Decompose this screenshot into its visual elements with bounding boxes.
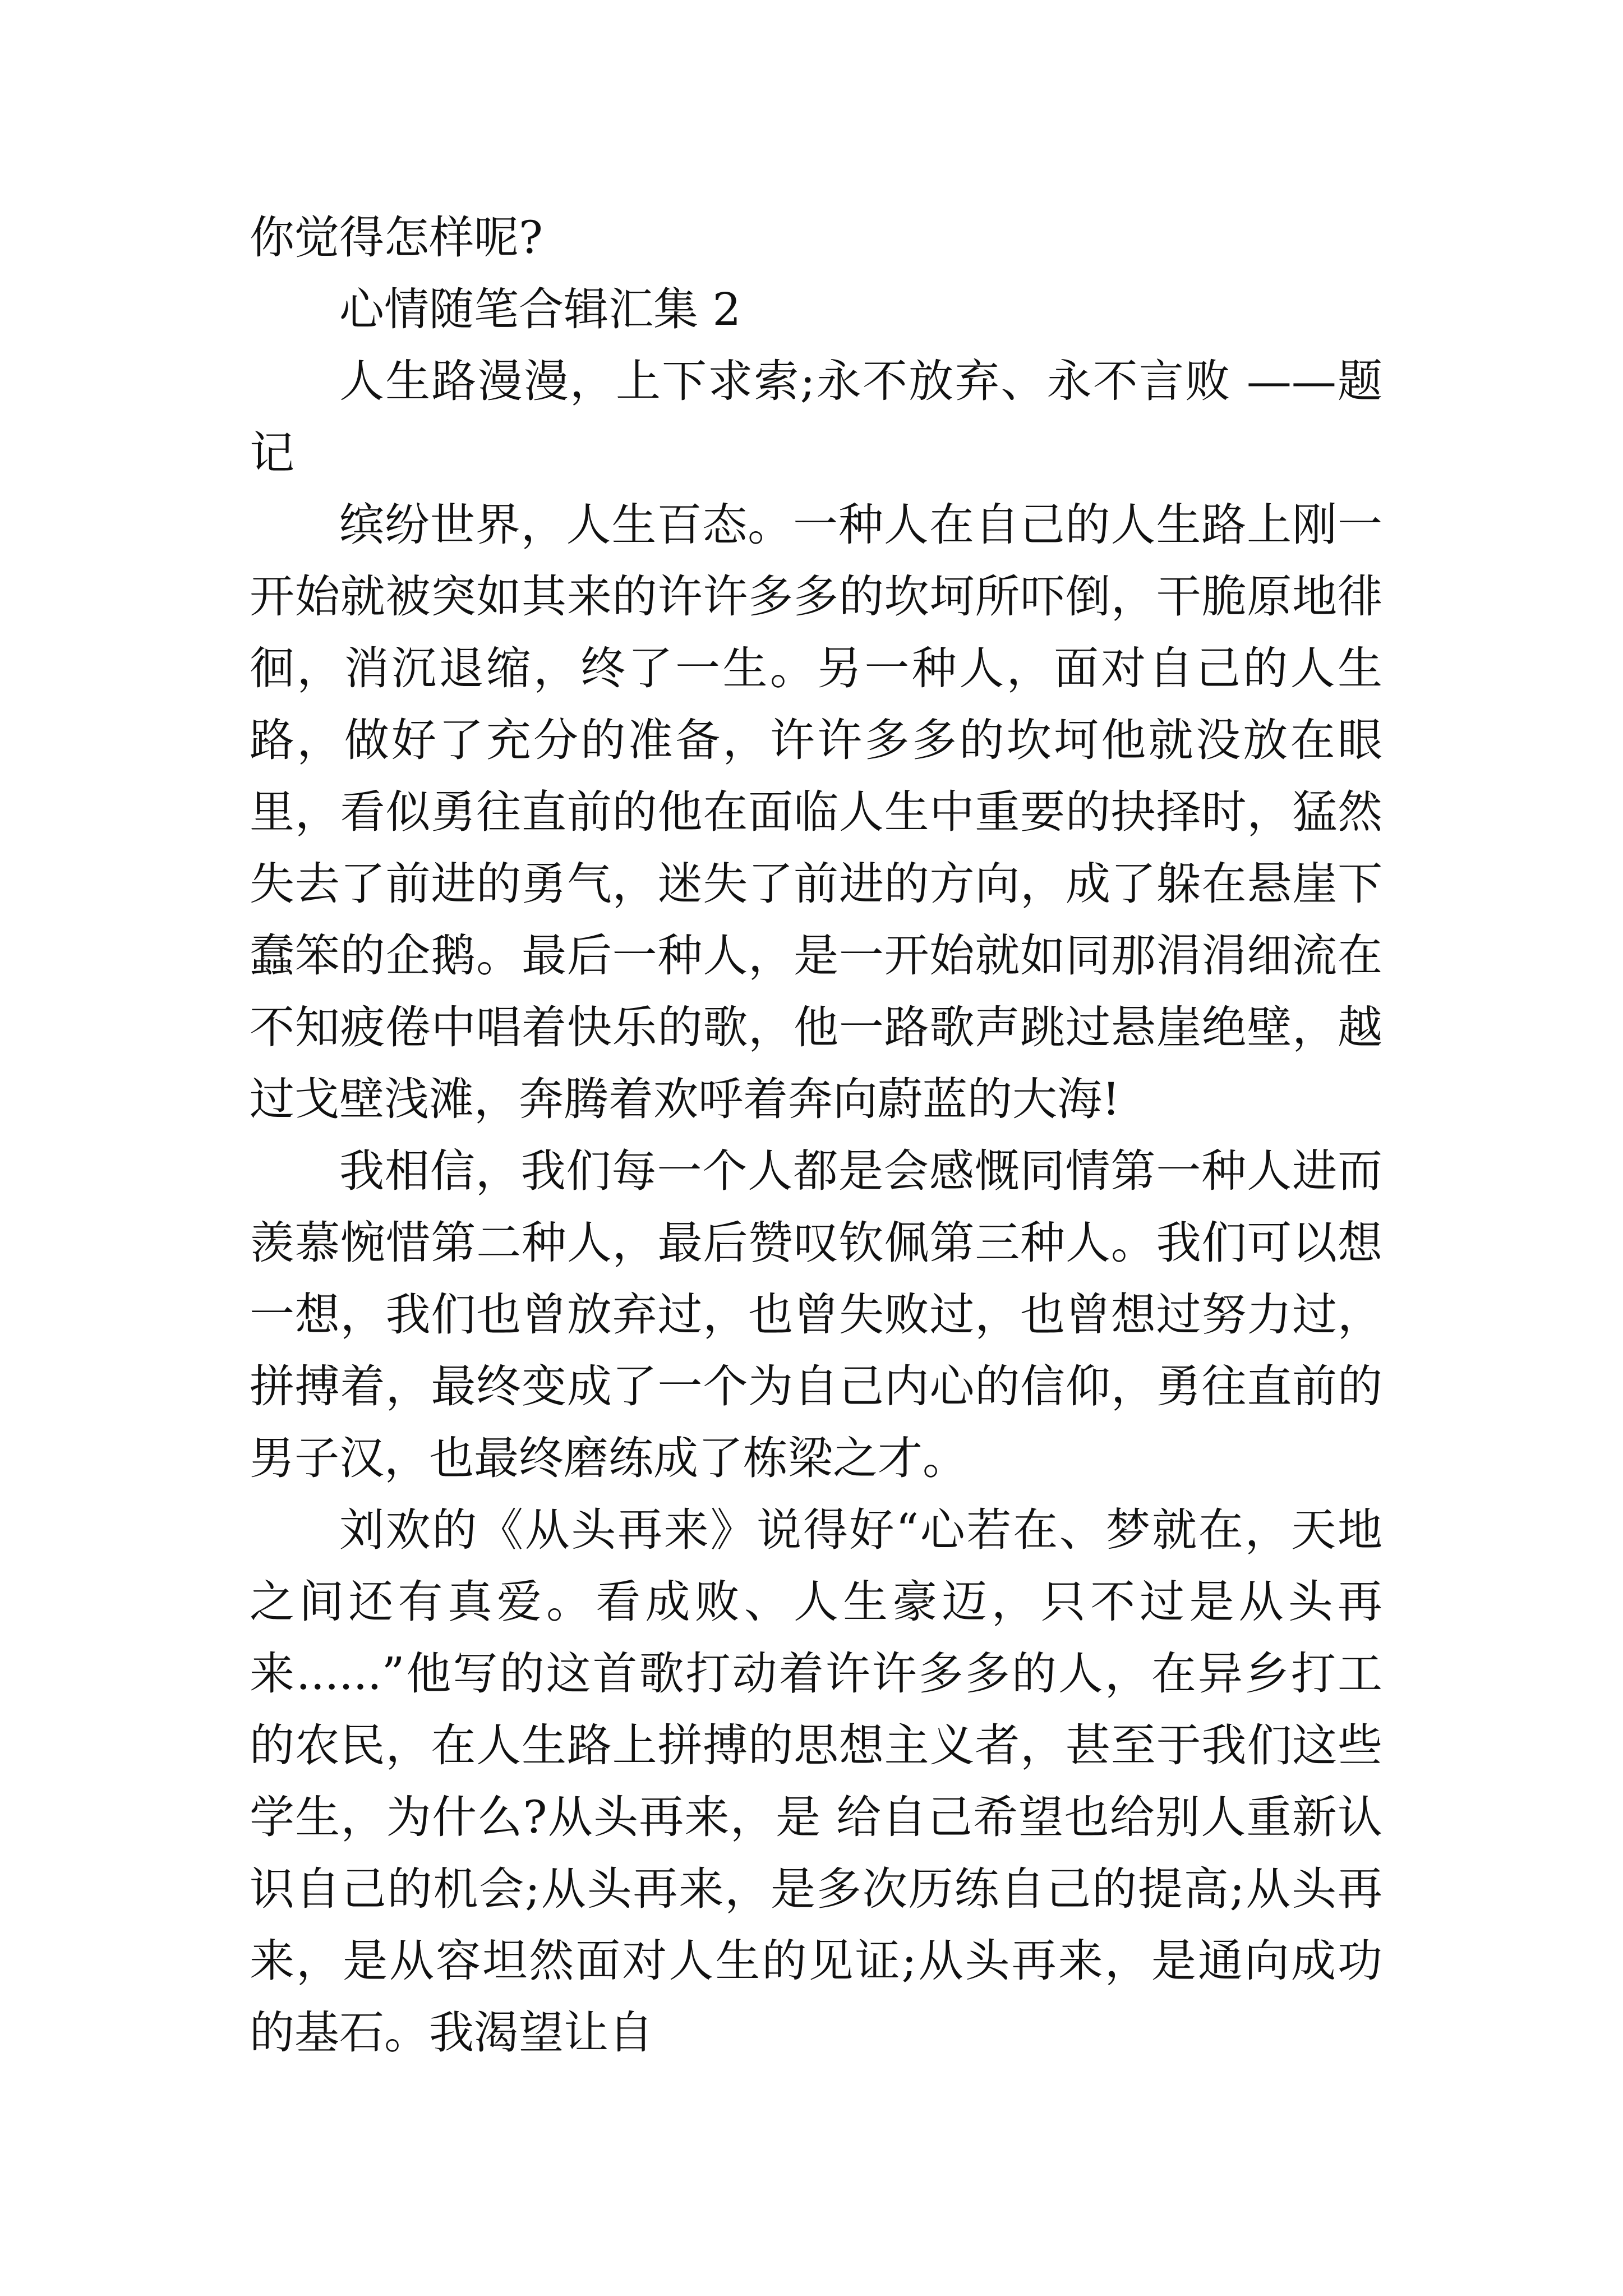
document-body <box>250 202 1382 2069</box>
paragraph-start-over: 刘欢的《从头再来》说得好“心若在、梦就在，天地之间还有真爱。看成败、人生豪迈，只不过是从头再来......”他写的这首歌打动着许许多多的人，在异乡打工的农民，在人生路上拼搏的思想主义者，甚至于我们这些学生，为什么?从头再来，是 给自己希望也给别人重新认识自己的机会;从头再来，是多次历练自己的提高;从头再来，是从容坦然面对人生的见证;从头再来，是通向成功的基石。我渴望让自 <box>250 1504 1382 2059</box>
paragraph-i-believe: 我相信，我们每一个人都是会感慨同情第一种人进而羡慕惋惜第二种人，最后赞叹钦佩第三种人。我们可以想一想，我们也曾放弃过，也曾失败过，也曾想过努力过，拼搏着，最终变成了一个为自己内心的信仰，勇往直前的男子汉，也最终磨练成了栋梁之才。 <box>250 1145 1382 1484</box>
paragraph-closing-question: 你觉得怎样呢? <box>250 211 543 264</box>
epigraph: 人生路漫漫，上下求索;永不放弃、永不言败 ——题记 <box>250 355 1382 479</box>
paragraph-three-kinds-of-people: 缤纷世界，人生百态。一种人在自己的人生路上刚一开始就被突如其来的许许多多的坎坷所吓倒，干脆原地徘徊，消沉退缩，终了一生。另一种人，面对自己的人生路，做好了充分的准备，许许多多的坎坷他就没放在眼里，看似勇往直前的他在面临人生中重要的抉择时，猛然失去了前进的勇气，迷失了前进的方向，成了躲在悬崖下蠢笨的企鹅。最后一种人，是一开始就如同那涓涓细流在不知疲倦中唱着快乐的歌，他一路歌声跳过悬崖绝壁，越过戈壁浅滩，奔腾着欢呼着奔向蔚蓝的大海! <box>250 499 1382 1125</box>
section-heading: 心情随笔合辑汇集 2 <box>339 283 741 335</box>
